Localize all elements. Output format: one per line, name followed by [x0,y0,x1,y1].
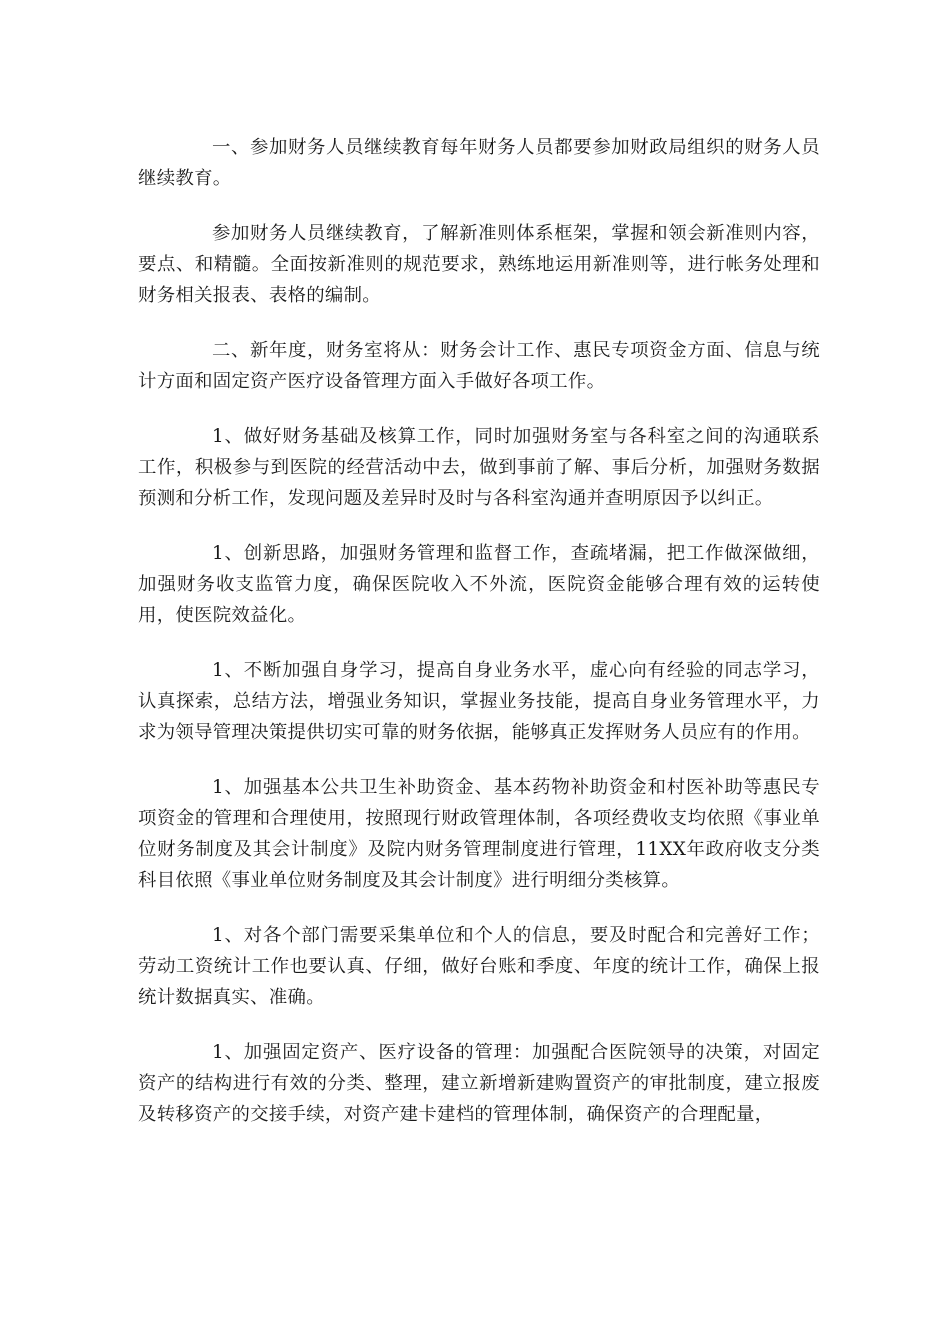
paragraph-special-funds: 1、加强基本公共卫生补助资金、基本药物补助资金和村医补助等惠民专项资金的管理和合理使用，按照现行财政管理体制，各项经费收支均依照《事业单位财务制度及其会计制度》及院内财务管理制度进行管理，11XX年政府收支分类科目依照《事业单位财务制度及其会计制度》进行明细分类核算。 [138,777,820,891]
paragraph-accounting-basics: 1、做好财务基础及核算工作，同时加强财务室与各科室之间的沟通联系工作，积极参与到医院的经营活动中去，做到事前了解、事后分析，加强财务数据预测和分析工作，发现问题及差异时及时与各科室沟通并查明原因予以纠正。 [138,426,820,509]
paragraph-statistics: 1、对各个部门需要采集单位和个人的信息，要及时配合和完善好工作；劳动工资统计工作也要认真、仔细，做好台账和季度、年度的统计工作，确保上报统计数据真实、准确。 [138,925,820,1008]
paragraph-innovation: 1、创新思路，加强财务管理和监督工作，查疏堵漏，把工作做深做细，加强财务收支监管力度，确保医院收入不外流，医院资金能够合理有效的运转使用，使医院效益化。 [138,543,820,626]
document-body [138,132,820,1154]
paragraph-new-standards: 参加财务人员继续教育，了解新准则体系框架，掌握和领会新准则内容，要点、和精髓。全面按新准则的规范要求，熟练地运用新准则等，进行帐务处理和财务相关报表、表格的编制。 [138,223,820,306]
paragraph-self-learning: 1、不断加强自身学习，提高自身业务水平，虚心向有经验的同志学习，认真探索，总结方法，增强业务知识，掌握业务技能，提高自身业务管理水平，力求为领导管理决策提供切实可靠的财务依据，能够真正发挥财务人员应有的作用。 [138,660,820,743]
paragraph-fixed-assets: 1、加强固定资产、医疗设备的管理：加强配合医院领导的决策，对固定资产的结构进行有效的分类、整理，建立新增新建购置资产的审批制度，建立报废及转移资产的交接手续，对资产建卡建档的管理体制，确保资产的合理配量， [138,1042,820,1125]
paragraph-continuing-education-heading: 一、参加财务人员继续教育每年财务人员都要参加财政局组织的财务人员继续教育。 [138,137,820,189]
paragraph-new-year-plan: 二、新年度，财务室将从：财务会计工作、惠民专项资金方面、信息与统计方面和固定资产医疗设备管理方面入手做好各项工作。 [138,340,820,392]
